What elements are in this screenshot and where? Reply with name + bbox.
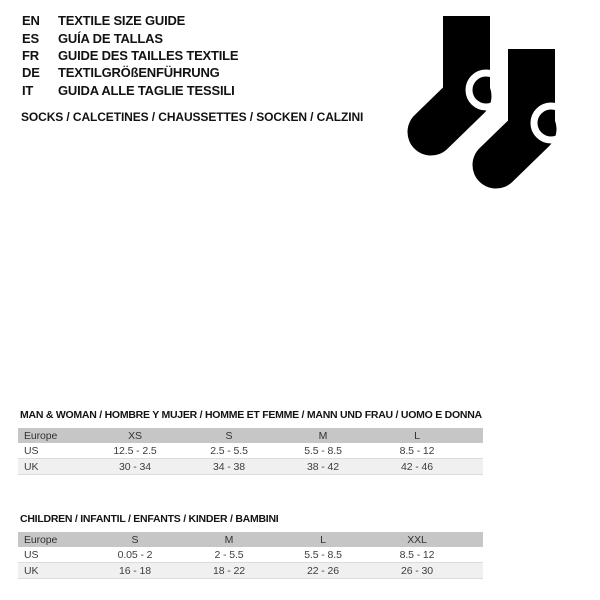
language-row-it <box>22 82 238 99</box>
sock-front <box>496 49 568 165</box>
language-list <box>22 12 238 99</box>
column-header: XS <box>88 428 182 443</box>
language-row-es <box>22 29 238 46</box>
row-label: US <box>18 443 88 459</box>
table-title-children: CHILDREN / INFANTIL / ENFANTS / KINDER / BAMBINI <box>20 513 279 525</box>
language-label: TEXTILE SIZE GUIDE <box>58 13 186 29</box>
language-code: DE <box>22 65 40 81</box>
table-header-row <box>18 428 483 443</box>
size-cell: 2.5 - 5.5 <box>182 443 276 459</box>
size-cell: 8.5 - 12 <box>370 547 464 563</box>
table-header-row <box>18 532 483 547</box>
size-cell: 30 - 34 <box>88 459 182 475</box>
column-header: L <box>370 428 464 443</box>
size-cell: 42 - 46 <box>370 459 464 475</box>
size-cell: 5.5 - 8.5 <box>276 443 370 459</box>
size-cell: 8.5 - 12 <box>370 443 464 459</box>
row-label: UK <box>18 459 88 475</box>
size-cell: 0.05 - 2 <box>88 547 182 563</box>
column-header-spacer <box>464 428 483 443</box>
size-cell: 34 - 38 <box>182 459 276 475</box>
socks-icon <box>402 6 582 206</box>
language-row-de <box>22 64 238 81</box>
size-table-children <box>18 532 483 579</box>
language-code: IT <box>22 82 34 98</box>
size-cell-spacer <box>464 459 483 475</box>
socks-icon-svg <box>402 6 582 206</box>
table-row-us <box>18 547 483 563</box>
column-header: L <box>276 532 370 547</box>
language-code: ES <box>22 30 39 46</box>
column-header-spacer <box>464 532 483 547</box>
language-label: GUIDE DES TAILLES TEXTILE <box>58 47 239 63</box>
size-cell: 22 - 26 <box>276 563 370 579</box>
column-header: M <box>182 532 276 547</box>
language-row-fr <box>22 47 238 64</box>
size-cell: 18 - 22 <box>182 563 276 579</box>
language-label: GUÍA DE TALLAS <box>58 30 163 46</box>
table-title-man-woman: MAN & WOMAN / HOMBRE Y MUJER / HOMME ET FEMME / MANN UND FRAU / UOMO E DONNA <box>20 409 482 421</box>
size-cell-spacer <box>464 443 483 459</box>
column-header: Europe <box>18 532 88 547</box>
column-header: XXL <box>370 532 464 547</box>
size-cell: 12.5 - 2.5 <box>88 443 182 459</box>
language-label: GUIDA ALLE TAGLIE TESSILI <box>58 82 235 98</box>
language-code: FR <box>22 47 39 63</box>
column-header: S <box>88 532 182 547</box>
column-header: S <box>182 428 276 443</box>
size-cell: 26 - 30 <box>370 563 464 579</box>
sock-back <box>431 16 503 132</box>
table-row-us <box>18 443 483 459</box>
size-cell: 5.5 - 8.5 <box>276 547 370 563</box>
column-header: Europe <box>18 428 88 443</box>
size-cell: 16 - 18 <box>88 563 182 579</box>
language-row-en <box>22 12 238 29</box>
size-cell: 38 - 42 <box>276 459 370 475</box>
language-label: TEXTILGRÖßENFÜHRUNG <box>58 65 220 81</box>
size-cell-spacer <box>464 563 483 579</box>
column-header: M <box>276 428 370 443</box>
table-row-uk <box>18 459 483 475</box>
category-title: SOCKS / CALCETINES / CHAUSSETTES / SOCKEN / CALZINI <box>21 110 364 124</box>
row-label: US <box>18 547 88 563</box>
size-cell-spacer <box>464 547 483 563</box>
size-table-man-woman <box>18 428 483 475</box>
row-label: UK <box>18 563 88 579</box>
size-cell: 2 - 5.5 <box>182 547 276 563</box>
language-code: EN <box>22 13 40 29</box>
table-row-uk <box>18 563 483 579</box>
